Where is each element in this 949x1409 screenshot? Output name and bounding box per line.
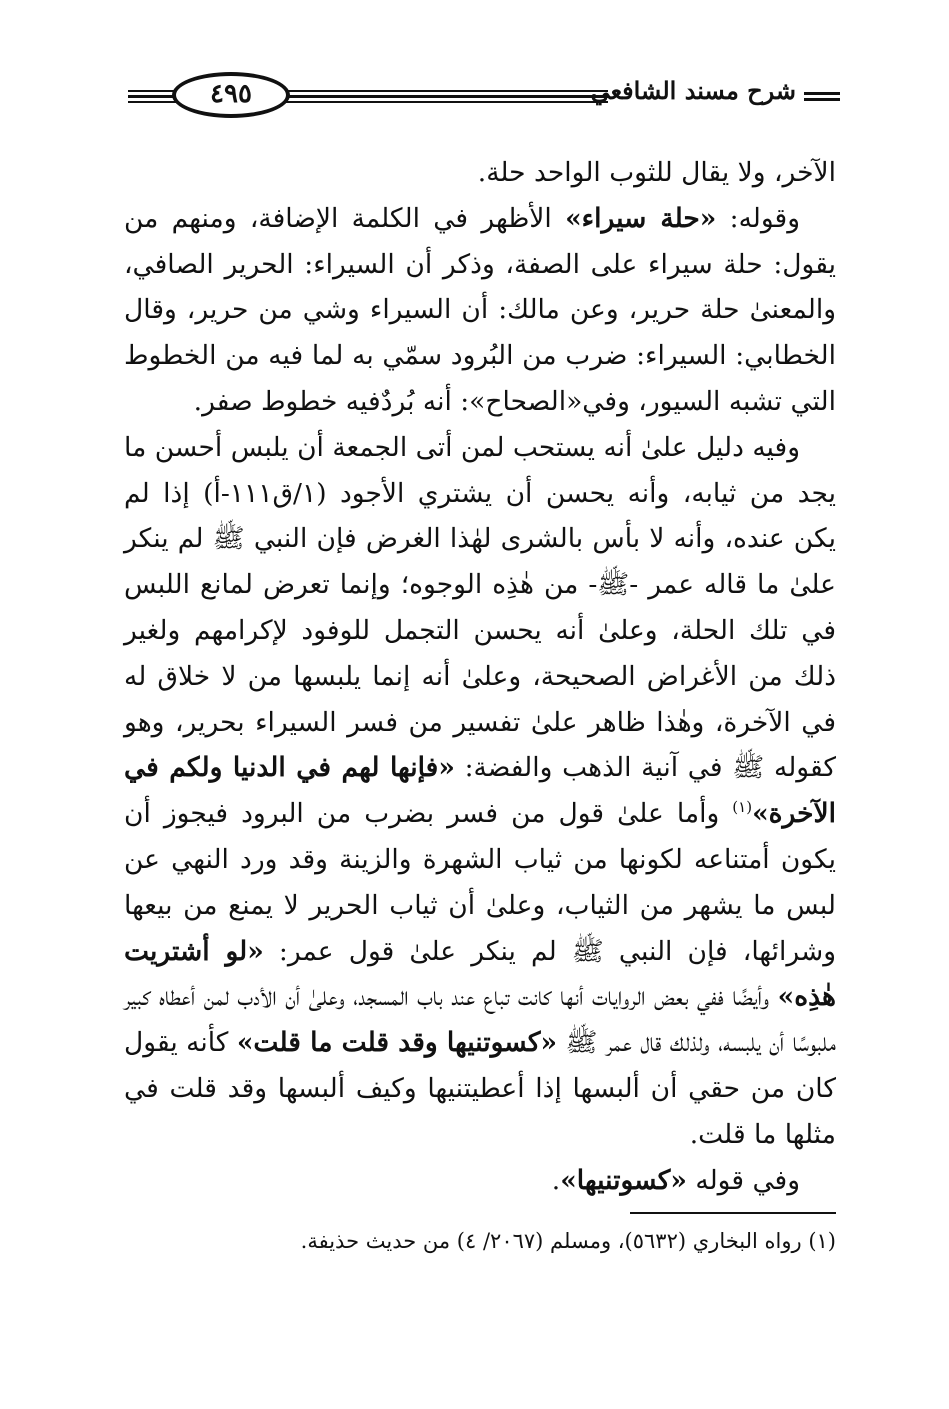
paragraph-text: وأما علىٰ قول من فسر بضرب من البرود فيجوز أن يكون أمتناعه لكونها من ثياب الشهرة والزينة وقد ورد النهي عن لبس ما يشهر من الثياب، وعلىٰ أن ثياب الحرير لا يمنع من بيعها وشرائها، فإن النبي ﷺ لم ينكر علىٰ قول عمر: — [124, 798, 836, 967]
paragraph — [124, 196, 836, 425]
quoted-hadith-text: «فإنها لهم في الدنيا ولكم في الآخرة» — [124, 752, 836, 830]
paragraph-text: كأنه يقول كان من حقي أن ألبسها إذا أعطيتنيها وكيف ألبسها وقد قلت في مثلها ما قلت. — [124, 1027, 836, 1150]
page-number: ٤٩٥ — [172, 72, 290, 118]
paragraph-text: وأيضًا ففي بعض الروايات أنها كانت تباع عند باب المسجد، وعلىٰ أن الأدب لمن أعطاه كبير ملبوسًا أن يلبسه، ولذلك قال عمر ﷺ — [124, 981, 836, 1059]
quoted-hadith-text: «كسوتنيها» — [560, 1164, 687, 1196]
footnote-marker: (١) — [732, 798, 753, 817]
paragraph-text: وقوله: — [716, 202, 801, 234]
book-title: شرح مسند الشافعي — [590, 76, 796, 105]
paragraph-text: الأظهر في الكلمة الإضافة، ومنهم من يقول: حلة سيراء على الصفة، وذكر أن السيراء: الحرير الصافي، والمعنىٰ حلة حرير، وعن مالك: أن السيراء وشي من حرير، وقال الخطابي: السيراء: ضرب من البُرود سمّي به لما فيه من الخطوط التي تشبه السيور، وفي«الصحاح»: أنه بُردٌفيه خطوط صفر. — [124, 202, 836, 417]
footnote: (١) رواه البخاري (٥٦٣٢)، ومسلم (٢٠٦٧/ ٤) من حديث حذيفة. — [300, 1229, 836, 1253]
paragraph-text: الآخر، ولا يقال للثوب الواحد حلة. — [477, 157, 836, 188]
quoted-hadith-text: «حلة سيراء» — [565, 202, 717, 234]
footnote-divider — [630, 1212, 836, 1214]
paragraph-text: وفي قوله — [686, 1164, 800, 1196]
page-header — [128, 70, 840, 122]
header-dash-ornament — [804, 92, 840, 101]
quoted-hadith-text: «كسوتنيها وقد قلت ما قلت» — [236, 1027, 558, 1059]
paragraph-text: وفيه دليل علىٰ أنه يستحب لمن أتى الجمعة أن يلبس أحسن ما يجد من ثيابه، وأنه يحسن أن يشتري الأجود (١/ق١١١-أ) إذا لم يكن عنده، وأنه لا بأس بالشرى لهٰذا الغرض فإن النبي ﷺ لم ينكر علىٰ ما قاله عمر -ﷺ- من هٰذِه الوجوه؛ وإنما تعرض لمانع اللبس في تلك الحلة، وعلىٰ أنه يحسن التجمل للوفود لإكرامهم ولغير ذلك من الأغراض الصحيحة، وعلىٰ أنه إنما يلبسها من لا خلاق له في الآخرة، وهٰذا ظاهر علىٰ تفسير من فسر السيراء بحرير، وهو كقوله ﷺ في آنية الذهب والفضة: — [124, 431, 836, 784]
paragraph-text: . — [551, 1164, 561, 1196]
paragraph — [124, 1158, 836, 1204]
paragraph — [124, 150, 836, 196]
quoted-hadith-text: «لو أشتريت هٰذِه» — [124, 935, 836, 1013]
main-text — [124, 150, 836, 1203]
paragraph — [124, 425, 836, 1158]
